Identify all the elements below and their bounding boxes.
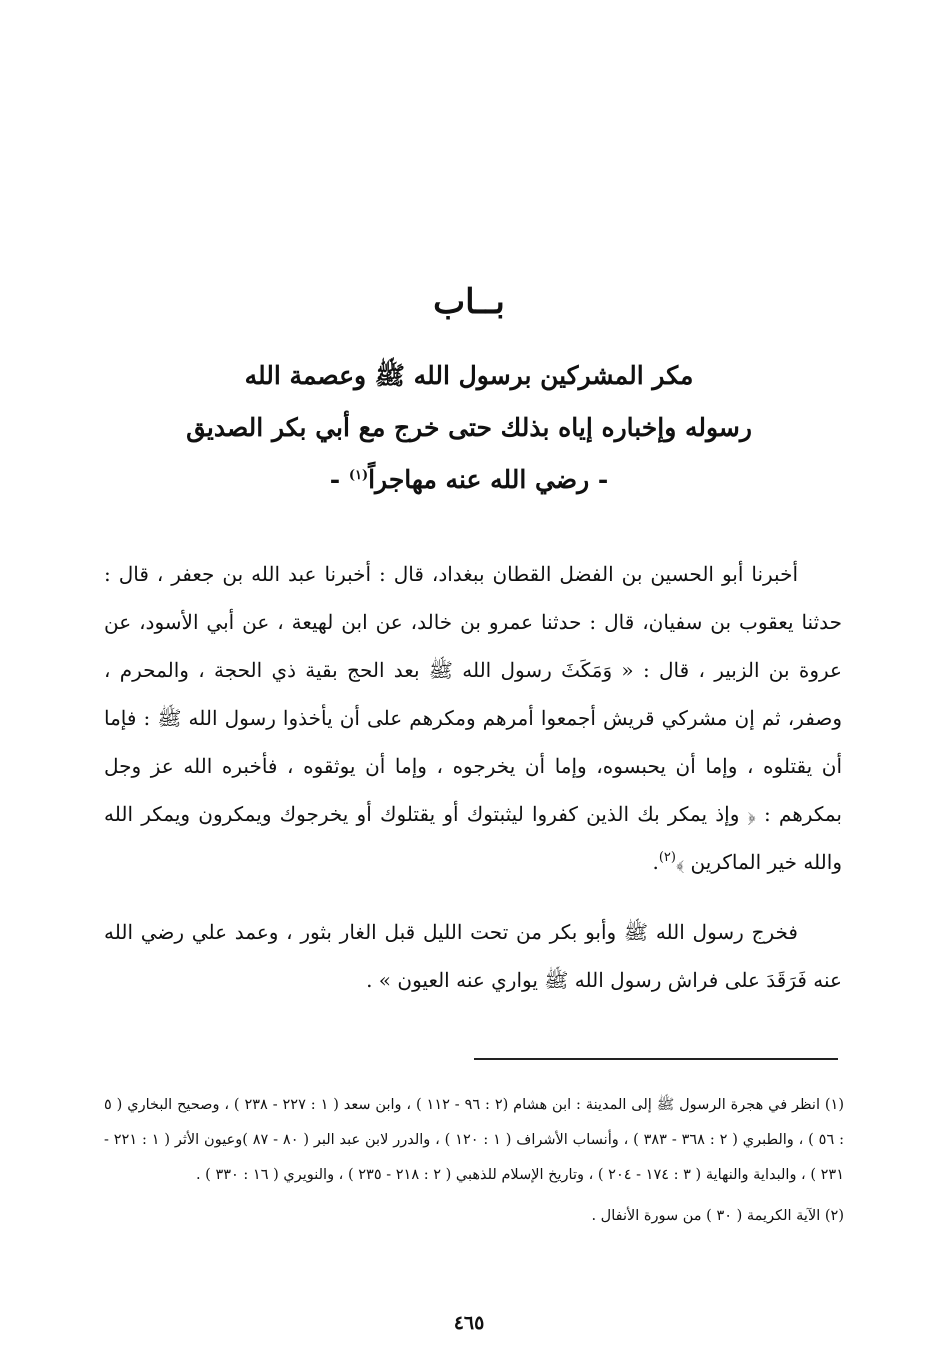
footnote-2: (٢) الآية الكريمة ( ٣٠ ) من سورة الأنفال . <box>591 1208 844 1224</box>
title-line-1: مكر المشركين برسول الله ﷺ وعصمة الله <box>244 361 694 390</box>
paragraph-1-end: . <box>652 850 659 874</box>
title-line-3-dash: - <box>329 465 349 494</box>
footnote-divider <box>474 1058 838 1060</box>
chapter-title <box>110 350 828 506</box>
chapter-label: بــاب <box>433 282 505 322</box>
body-text <box>104 550 842 1004</box>
footnote-ref-2: (٢) <box>658 850 676 865</box>
paragraph-1 <box>104 550 842 886</box>
paragraph-1-text: أخبرنا أبو الحسين بن الفضل القطان ببغداد، قال : أخبرنا عبد الله بن جعفر ، قال : حدثنا يعقوب بن سفيان، قال : حدثنا عمرو بن خالد، عن ابن لهيعة ، عن أبي الأسود، عن عروة بن الزبير ، قال : « وَمَكَثَ رسول الله ﷺ بعد الحج بقية ذي الحجة ، والمحرم ، وصفر، ثم إن مشركي قريش أجمعوا أمرهم ومكرهم على أن يأخذوا رسول الله ﷺ : فإما أن يقتلوه ، وإما أن يحبسوه، وإما أن يخرجوه ، وإما أن يوثقوه ، فأخبره الله عز وجل بمكرهم : ﴿ وإذ يمكر بك الذين كفروا ليثبتوك أو يقتلوك أو يخرجوك ويمكرون ويمكر الله والله خير الماكرين ﴾ <box>104 562 843 874</box>
paragraph-2: فخرج رسول الله ﷺ وأبو بكر من تحت الليل قبل الغار بثور ، وعمد علي رضي الله عنه فَرَقَدَ على فراش رسول الله ﷺ يواري عنه العيون » . <box>104 920 842 992</box>
footnote-ref-1: (١) <box>348 468 369 483</box>
footnotes <box>104 1088 844 1234</box>
title-line-2: رسوله وإخباره إياه بذلك حتى خرج مع أبي بكر الصديق <box>186 413 752 442</box>
page-number: ٤٦٥ <box>453 1312 485 1334</box>
title-line-3-text: - رضي الله عنه مهاجراً <box>368 465 609 494</box>
title-line-3 <box>110 454 828 506</box>
footnote-1: (١) انظر في هجرة الرسول ﷺ إلى المدينة : ابن هشام (٢ : ٩٦ - ١١٢ ) ، وابن سعد ( ١ : ٢٢٧ - ٢٣٨ ) ، وصحيح البخاري ( ٥ : ٥٦ ) ، والطبري ( ٢ : ٣٦٨ - ٣٨٣ ) ، وأنساب الأشراف ( ١ : ١٢٠ ) ، والدرر لابن عبد البر ( ٨٠ - ٨٧ )وعيون الأثر ( ١ : ٢٢١ - ٢٣١ ) ، والبداية والنهاية ( ٣ : ١٧٤ - ٢٠٤ ) ، وتاريخ الإسلام للذهبي ( ٢ : ٢١٨ - ٢٣٥ ) ، والنويري ( ١٦ : ٣٣٠ ) . <box>104 1097 844 1183</box>
